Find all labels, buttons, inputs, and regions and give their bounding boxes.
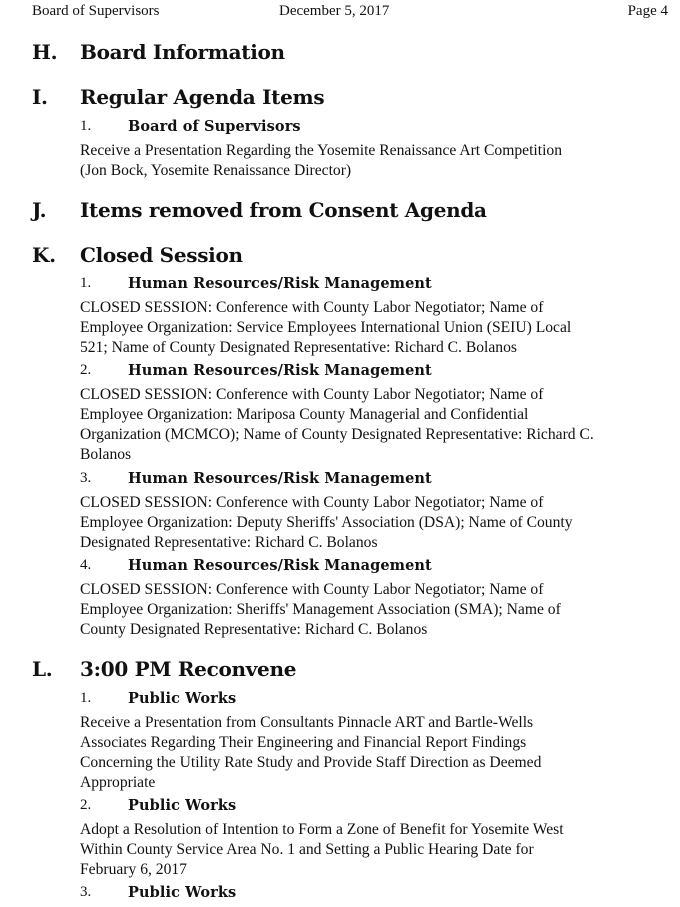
description-line: Receive a Presentation from Consultants Pinnacle ART and Bartle-Wells (80, 714, 534, 731)
description-line: Employee Organization: Deputy Sheriffs' Association (DSA); Name of County (80, 514, 573, 531)
section-title: 3:00 PM Reconvene (80, 657, 297, 681)
section-letter: H. (32, 40, 58, 64)
item-department: Human Resources/Risk Management (128, 470, 432, 487)
item-number: 3. (80, 884, 92, 900)
item-number: 1. (80, 275, 92, 291)
item-department: Human Resources/Risk Management (128, 275, 432, 292)
description-line: February 6, 2017 (80, 861, 187, 878)
description-line: Concerning the Utility Rate Study and Provide Staff Direction as Deemed (80, 754, 542, 771)
agenda-item-description (80, 820, 660, 880)
section-title: Items removed from Consent Agenda (80, 198, 487, 222)
header-board-name: Board of Supervisors (32, 3, 160, 19)
item-department: Human Resources/Risk Management (128, 362, 432, 379)
item-number: 1. (80, 690, 92, 706)
description-line: Within County Service Area No. 1 and Setting a Public Hearing Date for (80, 841, 534, 858)
item-number: 2. (80, 362, 92, 378)
agenda-item-description (80, 298, 660, 358)
section-title: Closed Session (80, 243, 243, 267)
description-line: CLOSED SESSION: Conference with County Labor Negotiator; Name of (80, 581, 544, 598)
item-number: 4. (80, 557, 92, 573)
item-department: Public Works (128, 884, 237, 901)
description-line: Employee Organization: Sheriffs' Management Association (SMA); Name of (80, 601, 561, 618)
section-letter: I. (32, 85, 48, 109)
section-letter: J. (32, 198, 47, 222)
header-page-number: Page 4 (627, 3, 668, 19)
section-letter: L. (32, 657, 53, 681)
agenda-item-description (80, 580, 660, 640)
item-department: Public Works (128, 690, 237, 707)
agenda-item-description (80, 141, 660, 181)
description-line: 521; Name of County Designated Representative: Richard C. Bolanos (80, 339, 517, 356)
description-line: Receive a Presentation Regarding the Yosemite Renaissance Art Competition (80, 142, 563, 159)
item-department: Human Resources/Risk Management (128, 557, 432, 574)
item-department: Board of Supervisors (128, 118, 301, 135)
description-line: (Jon Bock, Yosemite Renaissance Director) (80, 162, 352, 179)
section-letter: K. (32, 243, 56, 267)
item-department: Public Works (128, 797, 237, 814)
agenda-item-description (80, 385, 660, 465)
description-line: CLOSED SESSION: Conference with County Labor Negotiator; Name of (80, 386, 544, 403)
description-line: CLOSED SESSION: Conference with County Labor Negotiator; Name of (80, 494, 544, 511)
description-line: Appropriate (80, 774, 156, 791)
agenda-item-description (80, 493, 660, 553)
section-title: Regular Agenda Items (80, 85, 325, 109)
description-line: Employee Organization: Mariposa County Managerial and Confidential (80, 406, 529, 423)
page-header (32, 3, 668, 23)
description-line: Associates Regarding Their Engineering and Financial Report Findings (80, 734, 527, 751)
description-line: Adopt a Resolution of Intention to Form a Zone of Benefit for Yosemite West (80, 821, 564, 838)
item-number: 3. (80, 470, 92, 486)
item-number: 1. (80, 118, 92, 134)
description-line: CLOSED SESSION: Conference with County Labor Negotiator; Name of (80, 299, 544, 316)
description-line: Organization (MCMCO); Name of County Designated Representative: Richard C. (80, 426, 594, 443)
description-line: County Designated Representative: Richard C. Bolanos (80, 621, 428, 638)
description-line: Bolanos (80, 446, 132, 463)
section-title: Board Information (80, 40, 285, 64)
description-line: Employee Organization: Service Employees International Union (SEIU) Local (80, 319, 572, 336)
item-number: 2. (80, 797, 92, 813)
description-line: Designated Representative: Richard C. Bolanos (80, 534, 378, 551)
header-date: December 5, 2017 (279, 3, 390, 19)
agenda-item-description (80, 713, 660, 793)
